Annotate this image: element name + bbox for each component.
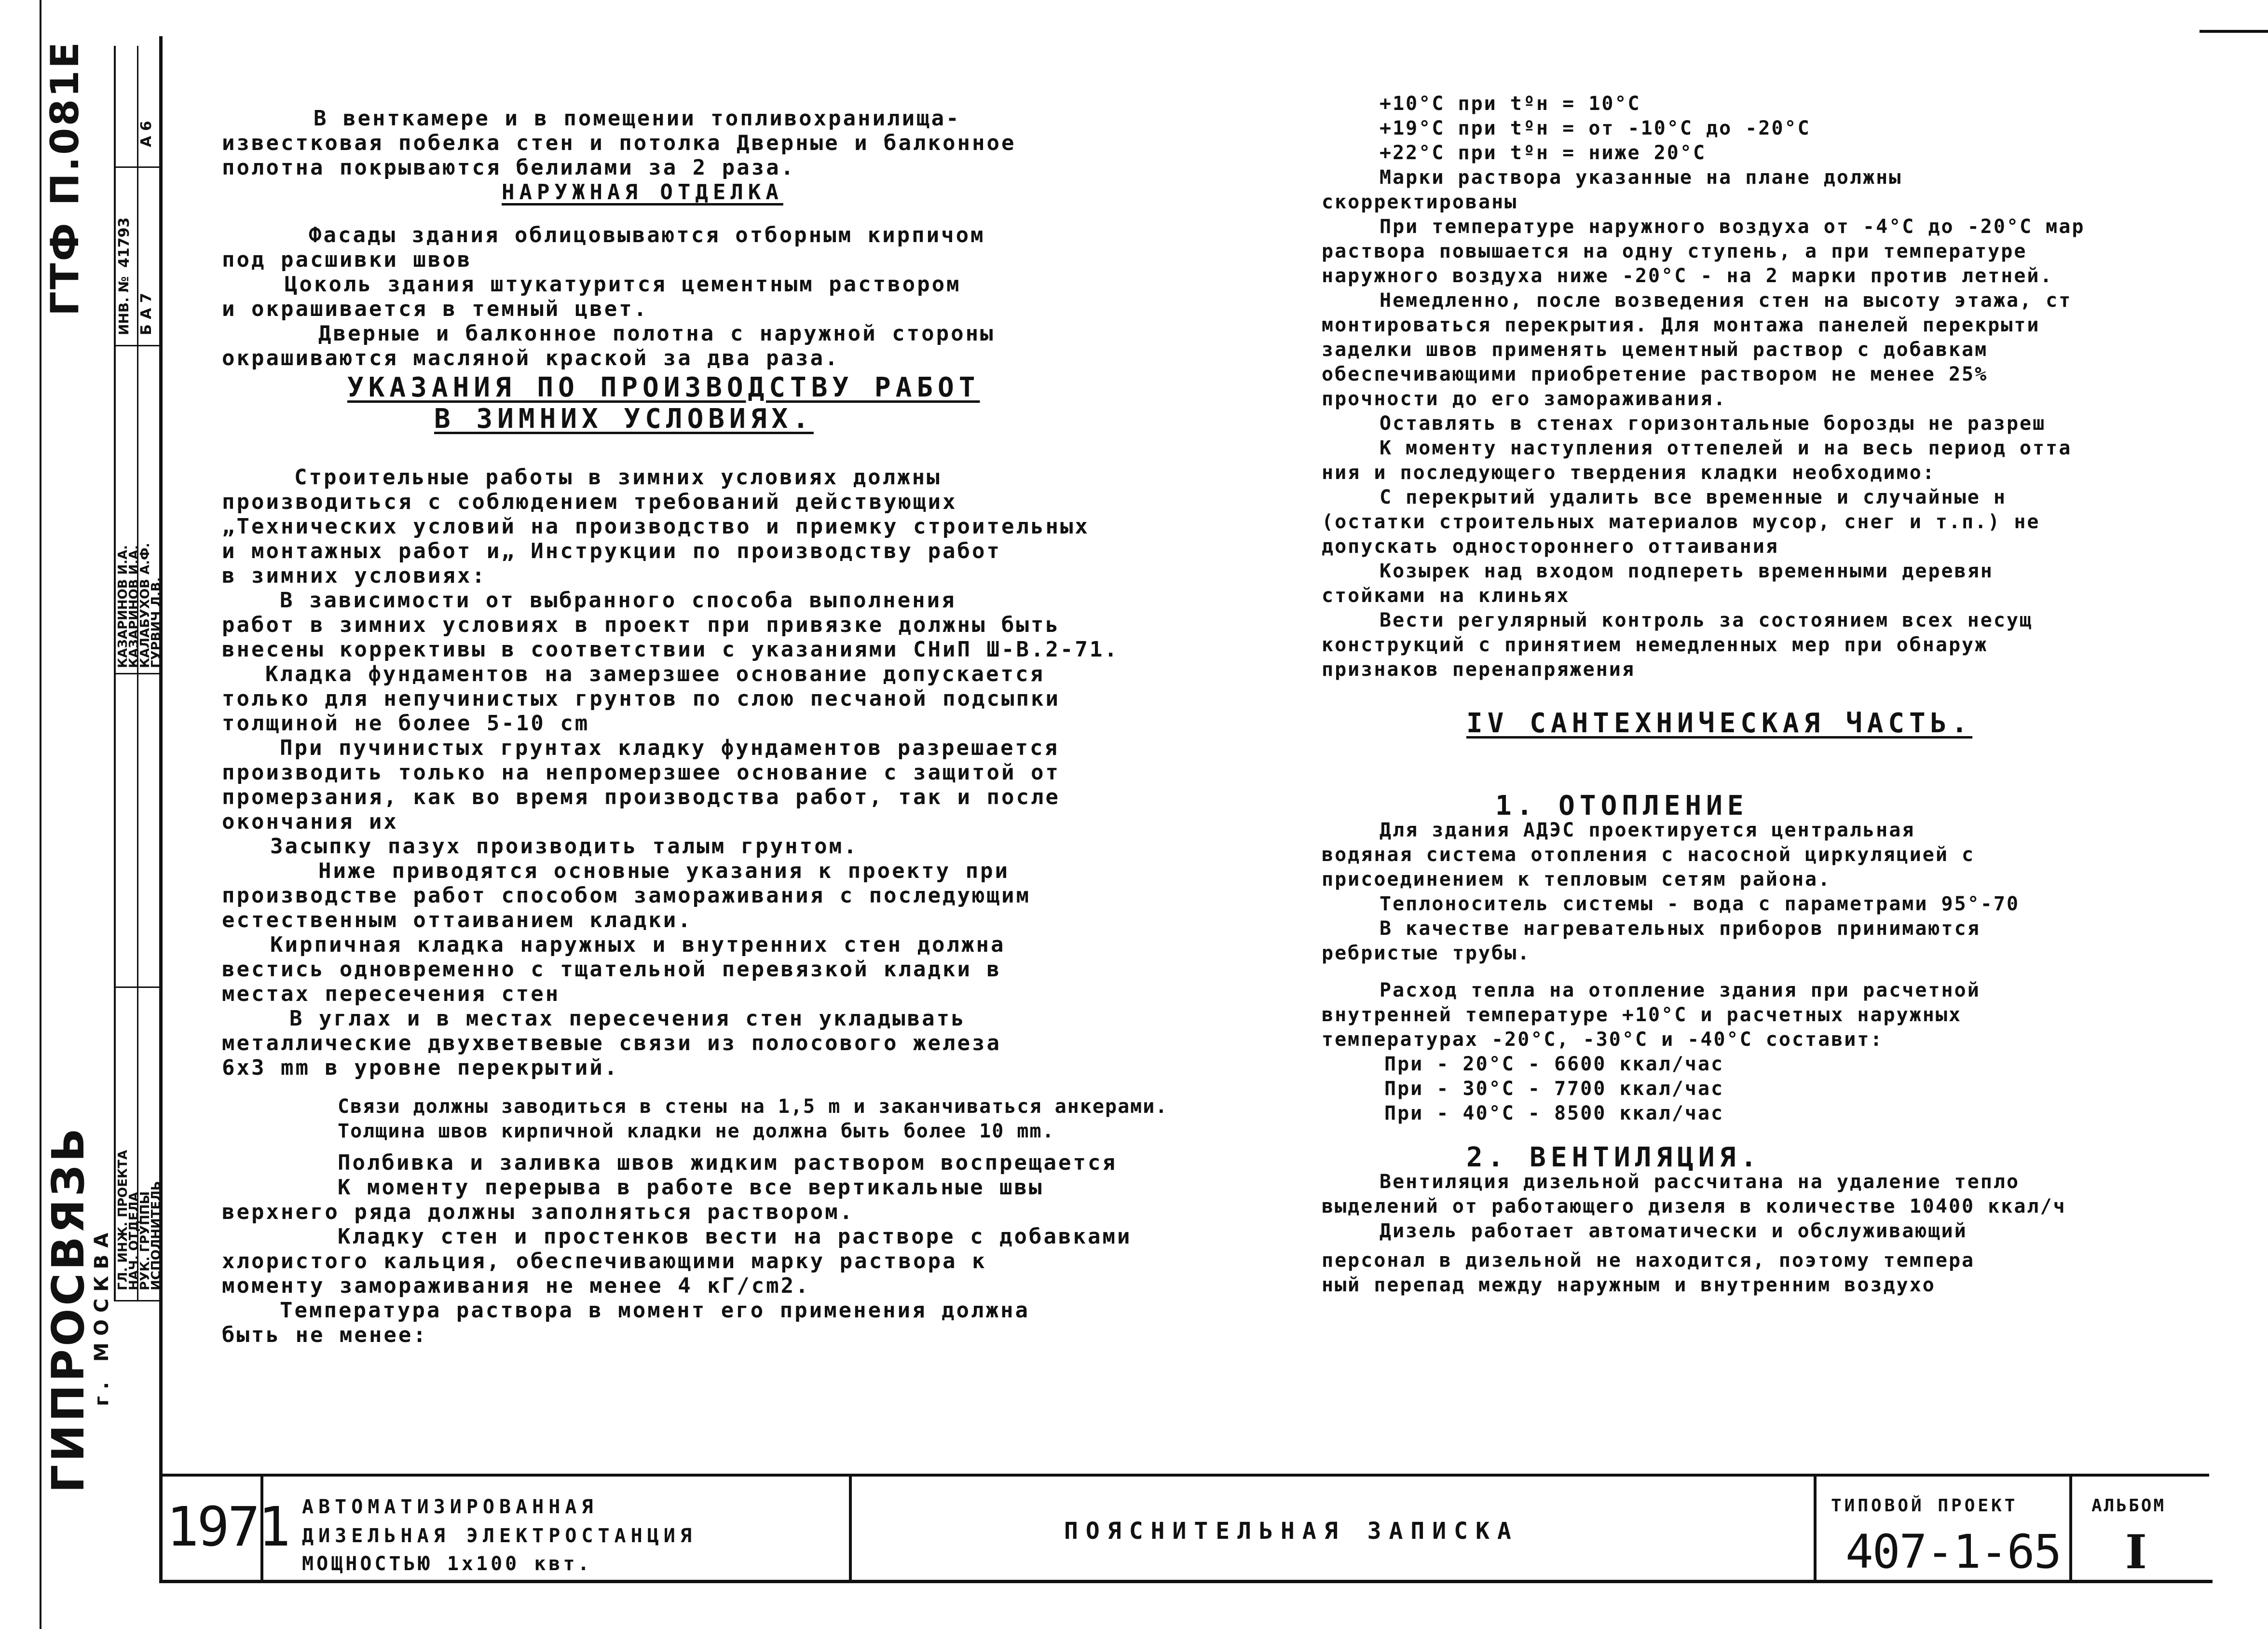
text-line: производстве работ способом замораживания с последующим bbox=[222, 883, 1031, 908]
project-label: ТИПОВОЙ ПРОЕКТ bbox=[1831, 1496, 2018, 1516]
year: 1971 bbox=[166, 1496, 289, 1559]
text-line: промерзания, как во время производства работ, так и после bbox=[222, 785, 1060, 809]
text-line: толщиной не более 5-10 cm bbox=[222, 711, 590, 736]
text-line: Кладку стен и простенков вести на растворе с добавками bbox=[338, 1224, 1132, 1249]
text-line: Температура раствора в момент его применения должна bbox=[280, 1298, 1030, 1323]
right-text-column bbox=[1322, 92, 2200, 1298]
winter-heading: УКАЗАНИЯ ПО ПРОИЗВОДСТВУ РАБОТ bbox=[347, 372, 980, 403]
text-line: Кирпичная кладка наружных и внутренних стен должна bbox=[270, 932, 1006, 957]
text-line: Дверные и балконное полотна с наружной стороны bbox=[318, 321, 995, 346]
text-line: ребристые трубы. bbox=[1322, 942, 1531, 964]
text-line: (остатки строительных материалов мусор, снег и т.п.) не bbox=[1322, 511, 2040, 533]
text-line: Толщина швов кирпичной кладки не должна быть более 10 mm. bbox=[338, 1120, 1055, 1142]
doc-title: ПОЯСНИТЕЛЬНАЯ ЗАПИСКА bbox=[1064, 1518, 1519, 1545]
text-line: 6x3 mm в уровне перекрытий. bbox=[222, 1055, 619, 1080]
org-name: ГИПРОСВЯЗЬ bbox=[42, 1125, 94, 1493]
heat-rate-line: При - 40°C - 8500 ккал/час bbox=[1384, 1102, 1724, 1124]
text-line: В качестве нагревательных приборов принимаются bbox=[1380, 917, 1981, 940]
text-line: прочности до его замораживания. bbox=[1322, 388, 1727, 410]
text-line: наружного воздуха ниже -20°C - на 2 марки против летней. bbox=[1322, 265, 2053, 287]
temp-line: +10°C при tºн = 10°C bbox=[1380, 93, 1641, 115]
text-line: Строительные работы в зимних условиях должны bbox=[294, 465, 942, 490]
text-line: К моменту наступления оттепелей и на весь период отта bbox=[1380, 437, 2072, 459]
object-line: АВТОМАТИЗИРОВАННАЯ bbox=[302, 1496, 598, 1518]
doc-title-cell bbox=[849, 1477, 1814, 1583]
album-number: I bbox=[2125, 1525, 2147, 1579]
text-line: естественным оттаиванием кладки. bbox=[222, 908, 693, 932]
city-name: г. МОСКВА bbox=[91, 1226, 113, 1406]
left-text-column bbox=[222, 106, 1235, 1347]
temp-line: +22°C при tºн = ниже 20°C bbox=[1380, 142, 1707, 164]
text-line: внутренней температуре +10°C и расчетных наружных bbox=[1322, 1004, 1962, 1026]
text-line: Кладка фундаментов на замерзшее основание допускается bbox=[265, 662, 1045, 686]
text-line: водяная система отопления с насосной циркуляцией с bbox=[1322, 844, 1975, 866]
album-cell-2: А 6 bbox=[138, 121, 155, 147]
text-line: производить только на непромерзшее основание с защитой от bbox=[222, 760, 1060, 785]
text-line: присоединением к тепловым сетям района. bbox=[1322, 868, 1831, 890]
text-line: и монтажных работ и„ Инструкции по производству работ bbox=[222, 539, 1001, 563]
text-line: быть не менее: bbox=[222, 1323, 428, 1347]
role-group-lead: РУК. ГРУППЫ bbox=[138, 1191, 152, 1290]
text-line: При температуре наружного воздуха от -4°C до -20°C мар bbox=[1380, 216, 2085, 238]
text-line: Немедленно, после возведения стен на высоту этажа, ст bbox=[1380, 289, 2072, 312]
text-line: В углах и в местах пересечения стен укладывать bbox=[289, 1006, 966, 1031]
margin-line bbox=[40, 0, 41, 1629]
text-line: В зависимости от выбранного способа выполнения bbox=[280, 588, 956, 613]
role-chief-engineer: ГЛ. ИНЖ. ПРОЕКТА bbox=[116, 1150, 130, 1290]
text-line: температурах -20°C, -30°C и -40°C составит: bbox=[1322, 1028, 1884, 1051]
text-line: ния и последующего твердения кладки необходимо: bbox=[1322, 462, 1936, 484]
text-line: Полбивка и заливка швов жидким раствором воспрещается bbox=[338, 1150, 1117, 1175]
year-cell bbox=[159, 1477, 289, 1583]
text-line: окрашиваются масляной краской за два раза. bbox=[222, 346, 840, 370]
text-line: стойками на клиньях bbox=[1322, 585, 1570, 607]
text-line: персонал в дизельной не находится, поэтому темпера bbox=[1322, 1249, 1975, 1272]
intro-line: известковая побелка стен и потолка Дверные и балконное bbox=[222, 131, 1016, 155]
stamp-code: ГТФ П.081Е bbox=[42, 40, 87, 316]
text-line: ный перепад между наружным и внутренним воздухо bbox=[1322, 1274, 1936, 1296]
temp-line: +19°C при tºн = от -10°C до -20°C bbox=[1380, 117, 1811, 139]
text-line: производиться с соблюдением требований действующих bbox=[222, 490, 957, 514]
text-line: местах пересечения стен bbox=[222, 982, 560, 1006]
vent-heading: 2. ВЕНТИЛЯЦИЯ. bbox=[1466, 1142, 1762, 1173]
section-heading: IV САНТЕХНИЧЕСКАЯ ЧАСТЬ. bbox=[1466, 708, 1973, 739]
inv-number: 41793 bbox=[116, 217, 133, 268]
text-line: монтироваться перекрытия. Для монтажа панелей перекрыти bbox=[1322, 314, 2040, 336]
text-line: вестись одновременно с тщательной перевязкой кладки в bbox=[222, 957, 1001, 982]
text-line: Оставлять в стенах горизонтальные борозды не разреш bbox=[1380, 412, 2046, 435]
text-line: работ в зимних условиях в проект при привязке должны быть bbox=[222, 613, 1060, 637]
text-line: Цоколь здания штукатурится цементным раствором bbox=[285, 272, 961, 297]
text-line: Ниже приводятся основные указания к проекту при bbox=[318, 859, 1010, 883]
text-line: и окрашивается в темный цвет. bbox=[222, 297, 649, 321]
name-group-lead: КАЛАБУХОВ А.Ф. bbox=[138, 543, 152, 668]
project-number: 407-1-65 bbox=[1845, 1525, 2061, 1579]
text-line: хлористого кальция, обеспечивающими марку раствора к bbox=[222, 1249, 987, 1273]
name-executor: ГУРВИЧ Л.В. bbox=[149, 577, 164, 668]
text-line: только для непучинистых грунтов по слою песчаной подсыпки bbox=[222, 686, 1060, 711]
inv-label: ИНВ. № bbox=[116, 276, 132, 335]
object-line: МОЩНОСТЬЮ 1x100 квт. bbox=[302, 1553, 592, 1575]
album-cell-1: Б А 7 bbox=[138, 293, 155, 335]
text-line: под расшивки швов bbox=[222, 247, 472, 272]
name-chief-engineer: КАЗАРИНОВ И.А. bbox=[116, 545, 130, 668]
text-line: Фасады здания облицовываются отборным кирпичом bbox=[309, 223, 985, 247]
album-cell bbox=[2069, 1477, 2209, 1583]
text-line: Козырек над входом подпереть временными деревян bbox=[1380, 560, 1994, 582]
text-line: Расход тепла на отопление здания при расчетной bbox=[1380, 979, 1981, 1001]
text-line: Дизель работает автоматически и обслуживающий bbox=[1380, 1220, 1967, 1242]
winter-subheading: В ЗИМНИХ УСЛОВИЯХ. bbox=[434, 403, 814, 435]
text-line: При пучинистых грунтах кладку фундаментов разрешается bbox=[280, 736, 1059, 760]
text-line: выделений от работающего дизеля в количестве 10400 ккал/ч bbox=[1322, 1195, 2066, 1218]
text-line: внесены коррективы в соответствии с указаниями СНиП Ш-В.2-71. bbox=[222, 637, 1119, 662]
text-line: Марки раствора указанные на плане должны bbox=[1380, 166, 1902, 189]
text-line: в зимних условиях: bbox=[222, 563, 487, 588]
text-line: скорректированы bbox=[1322, 191, 1518, 213]
text-line: Вентиляция дизельной рассчитана на удаление тепло bbox=[1380, 1171, 2020, 1193]
text-line: К моменту перерыва в работе все вертикальные швы bbox=[338, 1175, 1044, 1200]
text-line: верхнего ряда должны заполняться раствором. bbox=[222, 1200, 855, 1224]
text-line: допускать одностороннего оттаивания bbox=[1322, 535, 1779, 558]
heating-heading: 1. ОТОПЛЕНИЕ bbox=[1495, 790, 1749, 821]
top-edge-line bbox=[2200, 30, 2268, 33]
text-line: конструкций с принятием немедленных мер при обнаруж bbox=[1322, 634, 1988, 656]
role-executor: ИСПОЛНИТЕЛЬ bbox=[149, 1181, 164, 1290]
text-line: металлические двухветвевые связи из полосового железа bbox=[222, 1031, 1001, 1055]
text-line: С перекрытий удалить все временные и случайные н bbox=[1380, 486, 2007, 508]
text-line: Связи должны заводиться в стены на 1,5 m и заканчиваться анкерами. bbox=[338, 1095, 1168, 1118]
text-line: Для здания АДЭС проектируется центральная bbox=[1380, 819, 1915, 841]
role-head-dept: НАЧ. ОТДЕЛА bbox=[127, 1191, 141, 1290]
text-line: Теплоноситель системы - вода с параметрами 95°-70 bbox=[1380, 893, 2020, 915]
text-line: Вести регулярный контроль за состоянием всех несущ bbox=[1380, 609, 2033, 631]
heat-rate-line: При - 20°C - 6600 ккал/час bbox=[1384, 1053, 1724, 1075]
margin-stamp bbox=[42, 40, 164, 1493]
heat-rate-line: При - 30°C - 7700 ккал/час bbox=[1384, 1078, 1724, 1100]
title-block bbox=[159, 1474, 2209, 1583]
outer-finish-heading: НАРУЖНАЯ ОТДЕЛКА bbox=[502, 180, 783, 205]
object-cell bbox=[260, 1477, 849, 1583]
text-line: заделки швов применять цементный раствор с добавкам bbox=[1322, 339, 1988, 361]
name-head-dept: КАЗАРИНОВ И.А. bbox=[127, 545, 141, 668]
album-label: АЛЬБОМ bbox=[2091, 1496, 2166, 1516]
text-line: обеспечивающими приобретение раствором не менее 25% bbox=[1322, 363, 1988, 385]
text-line: раствора повышается на одну ступень, а при температуре bbox=[1322, 240, 2027, 262]
intro-line: полотна покрываются белилами за 2 раза. bbox=[222, 155, 796, 180]
text-line: моменту замораживания не менее 4 кГ/cm2. bbox=[222, 1273, 810, 1298]
project-cell bbox=[1814, 1477, 2069, 1583]
text-line: окончания их bbox=[222, 809, 398, 834]
intro-line: В венткамере и в помещении топливохранилища- bbox=[314, 106, 961, 131]
text-line: признаков перенапряжения bbox=[1322, 658, 1635, 681]
text-line: „Технических условий на производство и приемку строительных bbox=[222, 514, 1090, 539]
text-line: Засыпку пазух производить талым грунтом. bbox=[270, 834, 859, 859]
object-line: ДИЗЕЛЬНАЯ ЭЛЕКТРОСТАНЦИЯ bbox=[302, 1525, 697, 1547]
